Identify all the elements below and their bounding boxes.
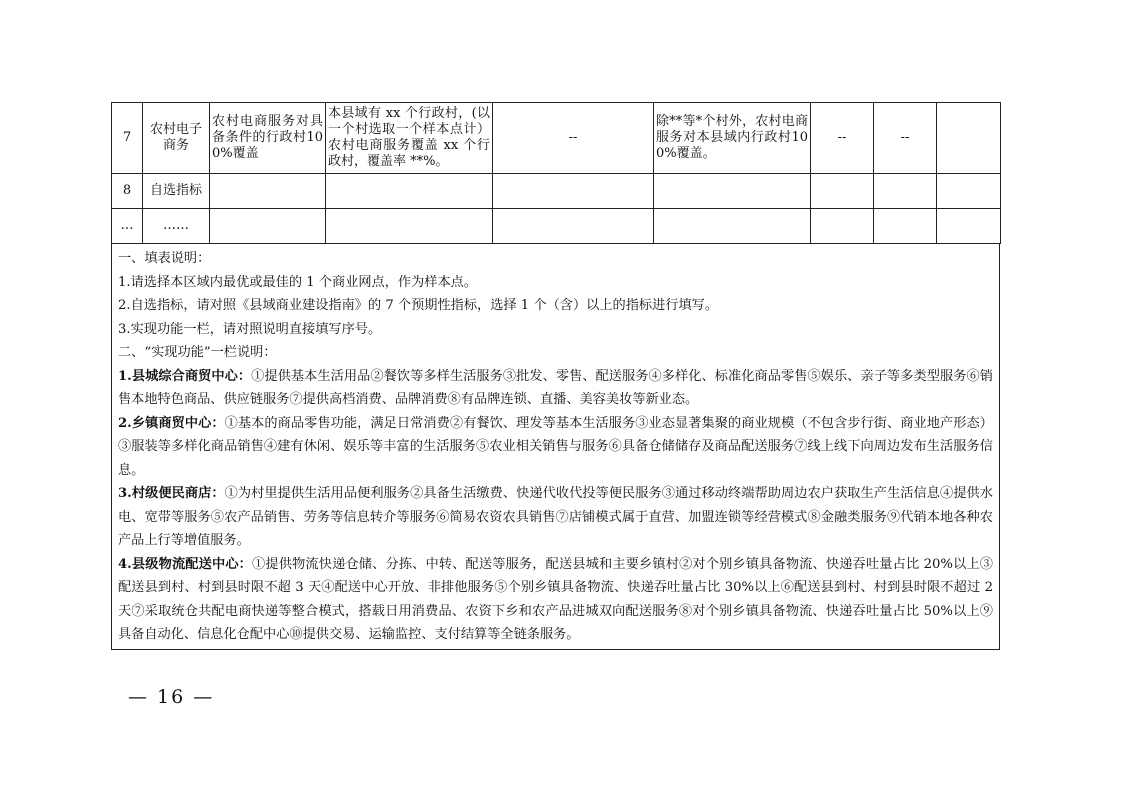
notes-heading: 二、“实现功能”一栏说明： (118, 345, 277, 360)
empty-value-cell: -- (493, 103, 654, 174)
blank-cell[interactable] (874, 174, 937, 209)
function-text: ①提供物流快递仓储、分拣、中转、配送等服务，配送县城和主要乡镇村②对个别乡镇具备物流、快递吞吐量占比 20%以上③配送县到村、村到县时限不超 3 天④配送中心开放、非排他服务⑤个别乡镇具备物流、快递吞吐量占比 30%以上⑥配送县到村、村到县时限不超过 2 天⑦采取统仓共配电商快递等整合模式，搭载日用消费品、农资下乡和农产品进城双向配送服务⑧对个别乡镇具备物流、快递吞吐量占比 50%以上⑨具备自动化、信息化仓配中心⑩提供交易、运输监控、支付结算等全链条服务。 (118, 556, 993, 642)
blank-cell[interactable] (937, 209, 1001, 244)
blank-cell[interactable] (493, 174, 654, 209)
table-row (112, 174, 1001, 209)
blank-cell[interactable] (874, 209, 937, 244)
row-number: 7 (112, 103, 143, 174)
empty-value-cell: -- (874, 103, 937, 174)
blank-cell[interactable] (937, 174, 1001, 209)
status-cell: 本县域有 xx 个行政村，(以一个村选取一个样本点计）农村电商服务覆盖 xx 个行政村，覆盖率 **%。 (326, 103, 493, 174)
page-number: — 16 — (128, 686, 215, 708)
function-paragraph (118, 553, 993, 647)
blank-cell[interactable] (210, 174, 326, 209)
function-title: 3.村级便民商店： (118, 486, 225, 501)
note-item: 3.实现功能一栏，请对照说明直接填写序号。 (118, 321, 382, 337)
blank-cell[interactable] (326, 209, 493, 244)
function-paragraph (118, 482, 993, 553)
blank-cell[interactable] (654, 174, 811, 209)
indicator-name: …… (143, 209, 210, 244)
function-title: 2.乡镇商贸中心： (118, 415, 225, 431)
blank-cell[interactable] (811, 174, 874, 209)
function-paragraph (118, 365, 993, 412)
function-title: 4.县级物流配送中心： (118, 556, 253, 572)
notes-heading: 一、填表说明： (118, 251, 211, 266)
function-paragraph (118, 412, 993, 483)
table-row (112, 103, 1001, 174)
blank-cell (937, 103, 1001, 174)
function-text: ①提供基本生活用品②餐饮等多样生活服务③批发、零售、配送服务④多样化、标准化商品零售⑤娱乐、亲子等多类型服务⑥销售本地特色商品、供应链服务⑦提供高档消费、品牌消费⑧有品牌连锁、直播、美容美妆等新业态。 (118, 368, 993, 407)
table-row (112, 209, 1001, 244)
note-item: 2.自选指标，请对照《县域商业建设指南》的 7 个预期性指标，选择 1 个（含）以上的指标进行填写。 (118, 298, 719, 313)
function-text: ①为村里提供生活用品便利服务②具备生活缴费、快递代收代投等便民服务③通过移动终端帮助周边农户获取生产生活信息④提供水电、宽带等服务⑤农产品销售、劳务等信息转介等服务⑥简易农资农具销售⑦店铺模式属于直营、加盟连锁等经营模式⑧金融类服务⑨代销本地各种农产品上行等增值服务。 (118, 486, 993, 548)
standard-cell: 农村电商服务对具备条件的行政村100%覆盖 (210, 103, 326, 174)
blank-cell[interactable] (326, 174, 493, 209)
notes-section (111, 244, 1000, 650)
note-item: 1.请选择本区域内最优或最佳的 1 个商业网点，作为样本点。 (118, 274, 478, 290)
row-number: … (112, 209, 143, 244)
blank-cell[interactable] (493, 209, 654, 244)
report-form (111, 102, 1000, 650)
indicator-table (111, 102, 1001, 244)
indicator-name: 自选指标 (143, 174, 210, 209)
empty-value-cell: -- (811, 103, 874, 174)
blank-cell[interactable] (210, 209, 326, 244)
row-number: 8 (112, 174, 143, 209)
blank-cell[interactable] (811, 209, 874, 244)
function-text: ①基本的商品零售功能，满足日常消费②有餐饮、理发等基本生活服务③业态显著集聚的商业规模（不包含步行街、商业地产形态）③服装等多样化商品销售④建有休闲、娱乐等丰富的生活服务⑤农业相关销售与服务⑥具备仓储储存及商品配送服务⑦线上线下向周边发布生活服务信息。 (118, 415, 993, 478)
target-cell: 除**等*个村外，农村电商服务对本县域内行政村100%覆盖。 (654, 103, 811, 174)
indicator-name: 农村电子商务 (143, 103, 210, 174)
blank-cell[interactable] (654, 209, 811, 244)
function-title: 1.县城综合商贸中心： (118, 368, 252, 384)
